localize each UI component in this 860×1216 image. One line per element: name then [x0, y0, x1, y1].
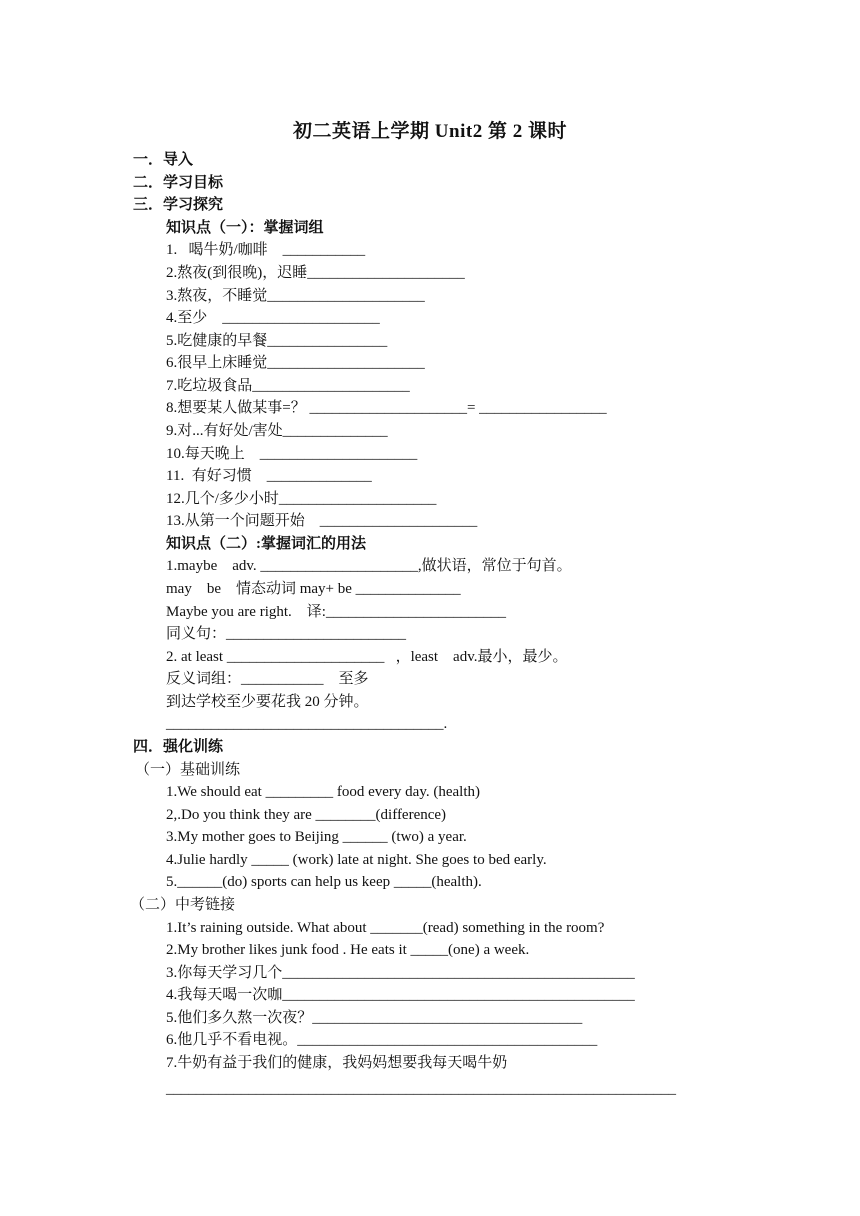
exercise-item: 1.We should eat _________ food every day. (health) [166, 784, 480, 800]
exam-item: 3.你每天学习几个_______________________________________________ [166, 965, 635, 981]
subheading-knowledge-2: 知识点（二）:掌握词汇的用法 [166, 536, 366, 552]
exercise-item: 3.My mother goes to Beijing ______ (two) a year. [166, 829, 467, 845]
subheading-basic-training: （一）基础训练 [135, 762, 241, 778]
subheading-knowledge-1: 知识点（一）：掌握词组 [166, 220, 324, 236]
usage-line: 反义词组：___________ 至多 [166, 671, 369, 687]
subheading-exam-link: （二）中考链接 [130, 897, 236, 913]
phrase-item: 10.每天晚上 _____________________ [166, 446, 418, 462]
usage-line: may be 情态动词 may+ be ______________ [166, 581, 461, 597]
usage-line: 同义句：________________________ [166, 626, 407, 642]
phrase-item: 6.很早上床睡觉_____________________ [166, 355, 425, 371]
usage-line: 到达学校至少要花我 20 分钟。 [166, 694, 369, 710]
section-heading-practice: 四．强化训练 [133, 739, 224, 755]
exercise-item: 4.Julie hardly _____ (work) late at night. She goes to bed early. [166, 852, 547, 868]
phrase-item: 3.熬夜，不睡觉_____________________ [166, 288, 425, 304]
exercise-item: 5.______(do) sports can help us keep _____(health). [166, 874, 482, 890]
phrase-item: 5.吃健康的早餐________________ [166, 333, 388, 349]
phrase-item: 13.从第一个问题开始 _____________________ [166, 513, 478, 529]
document-title: 初二英语上学期 Unit2 第 2 课时 [293, 121, 567, 142]
phrase-item: 4.至少 _____________________ [166, 310, 380, 326]
exam-item: 2.My brother likes junk food . He eats it _____(one) a week. [166, 942, 530, 958]
usage-line: 1.maybe adv. _____________________,做状语，常位于句首。 [166, 558, 572, 574]
phrase-item: 2.熬夜(到很晚)，迟睡_____________________ [166, 265, 465, 281]
phrase-item: 12.几个/多少小时_____________________ [166, 491, 437, 507]
exam-item: 4.我每天喝一次咖_______________________________________________ [166, 987, 635, 1003]
exercise-item: 2,.Do you think they are ________(difference) [166, 807, 447, 823]
exam-item: 6.他几乎不看电视。________________________________________ [166, 1032, 598, 1048]
exam-item: 5.他们多久熬一次夜？____________________________________ [166, 1010, 583, 1026]
usage-line: 2. at least _____________________ ，least adv.最小，最少。 [166, 649, 568, 665]
phrase-item: 7.吃垃圾食品_____________________ [166, 378, 410, 394]
phrase-item: 8.想要某人做某事=？ _____________________= _________________ [166, 400, 607, 416]
answer-blank-line: ____________________________________________________________________ [166, 1081, 676, 1097]
phrase-item: 11. 有好习惯 ______________ [166, 468, 372, 484]
usage-line: Maybe you are right. 译:________________________ [166, 604, 506, 620]
exam-item: 7.牛奶有益于我们的健康，我妈妈想要我每天喝牛奶 [166, 1055, 508, 1071]
answer-blank-line: _____________________________________. [166, 716, 448, 732]
section-heading-goals: 二．学习目标 [133, 175, 224, 191]
phrase-item: 9.对...有好处/害处______________ [166, 423, 388, 439]
exam-item: 1.It’s raining outside. What about _______(read) something in the room? [166, 920, 605, 936]
phrase-item: 1. 喝牛奶/咖啡 ___________ [166, 242, 366, 258]
section-heading-explore: 三．学习探究 [133, 197, 224, 213]
section-heading-intro: 一．导入 [133, 152, 194, 168]
